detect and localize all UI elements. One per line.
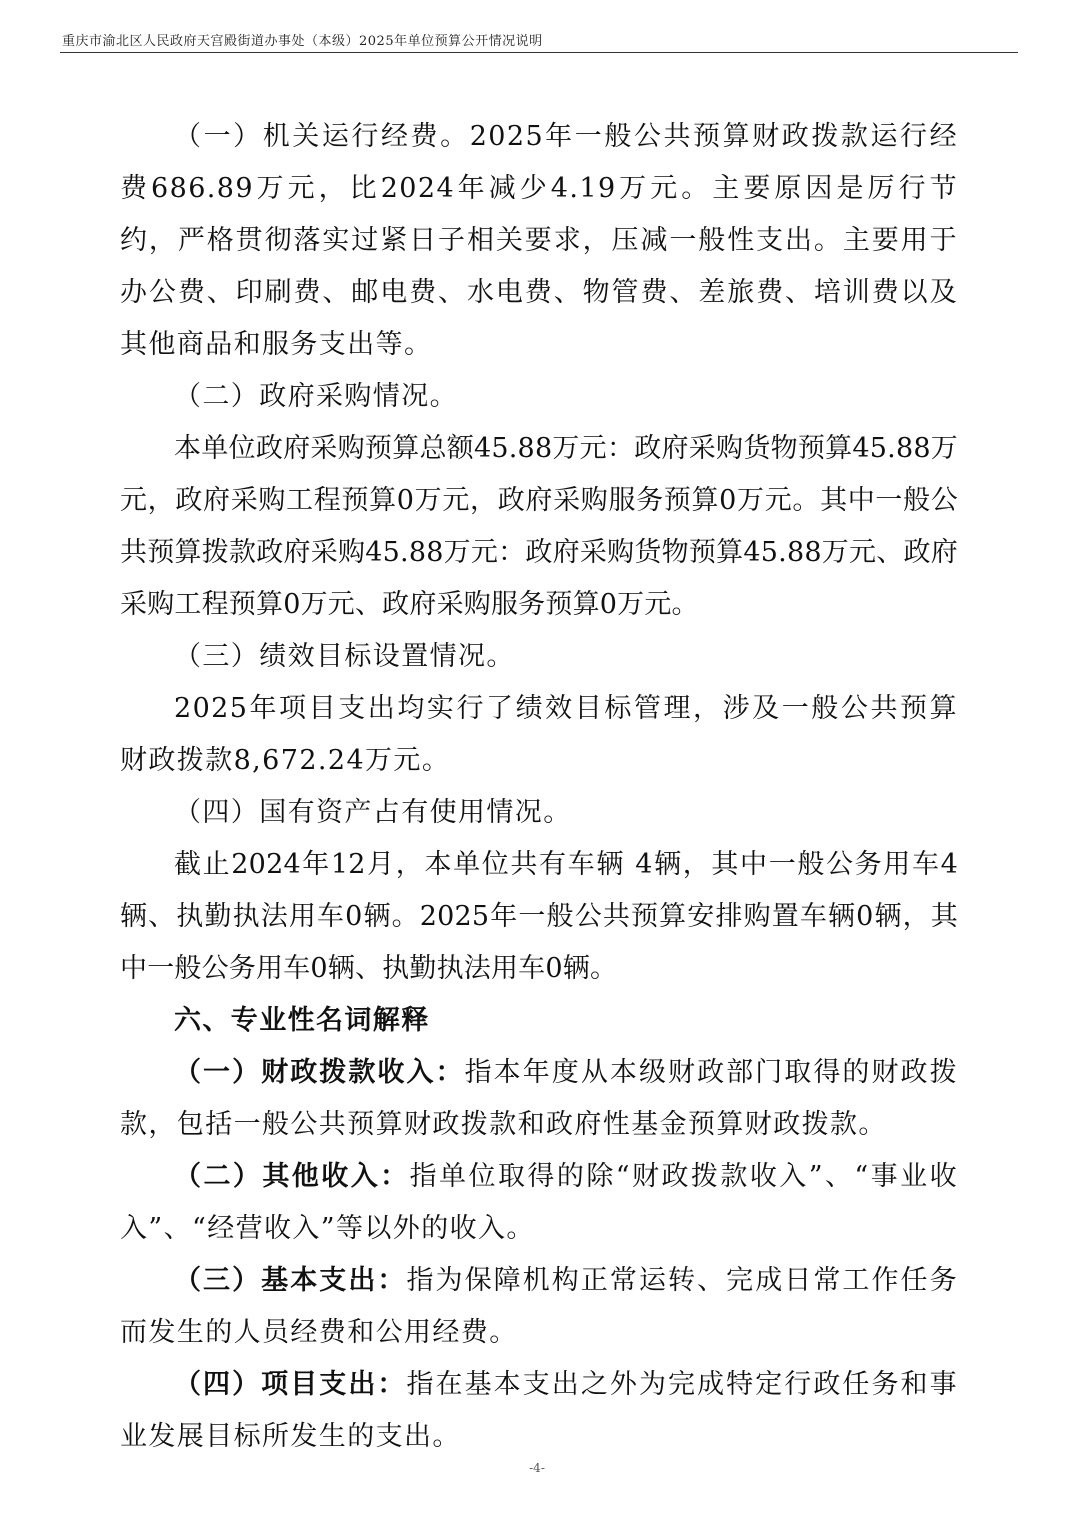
document-body xyxy=(120,111,958,1463)
definition-other-income: 指单位取得的除“财政拨款收入”、“事业收入”、“经营收入”等以外的收入。 xyxy=(120,1161,958,1244)
page-number: -4- xyxy=(529,1461,545,1475)
term-basic-expenditure: （三）基本支出： xyxy=(174,1265,407,1296)
term-project-expenditure: （四）项目支出： xyxy=(174,1369,407,1400)
term-other-income: （二）其他收入： xyxy=(174,1161,410,1192)
definition-basic-expenditure: 指为保障机构正常运转、完成日常工作任务而发生的人员经费和公用经费。 xyxy=(120,1265,958,1348)
paragraph-operating-expenses xyxy=(120,111,958,371)
section-title-glossary: 六、专业性名词解释 xyxy=(174,1005,430,1036)
definition-project-expenditure: 指在基本支出之外为完成特定行政任务和事业发展目标所发生的支出。 xyxy=(120,1369,958,1452)
paragraph-state-assets: 截止2024年12月，本单位共有车辆 4辆，其中一般公务用车4辆、执勤执法用车0辆。2025年一般公共预算安排购置车辆0辆，其中一般公务用车0辆、执勤执法用车0辆。 xyxy=(120,849,958,984)
paragraph-term-other-income xyxy=(120,1151,958,1255)
heading-government-procurement: （二）政府采购情况。 xyxy=(174,381,458,412)
heading-state-assets: （四）国有资产占有使用情况。 xyxy=(174,797,572,828)
heading-performance-goals: （三）绩效目标设置情况。 xyxy=(174,641,515,672)
paragraph-term-basic-expenditure xyxy=(120,1255,958,1359)
header-divider xyxy=(60,52,1018,53)
page-header-title: 重庆市渝北区人民政府天宫殿街道办事处（本级）2025年单位预算公开情况说明 xyxy=(62,34,543,49)
text-operating-expenses: 2025年一般公共预算财政拨款运行经费686.89万元，比2024年减少4.19万元。主要原因是厉行节约，严格贯彻落实过紧日子相关要求，压减一般性支出。主要用于办公费、印刷费、邮电费、水电费、物管费、差旅费、培训费以及其他商品和服务支出等。 xyxy=(120,121,958,360)
definition-fiscal-appropriation: 指本年度从本级财政部门取得的财政拨款，包括一般公共预算财政拨款和政府性基金预算财政拨款。 xyxy=(120,1057,959,1140)
paragraph-term-project-expenditure xyxy=(120,1359,958,1463)
paragraph-performance-goals: 2025年项目支出均实行了绩效目标管理，涉及一般公共预算财政拨款8,672.24万元。 xyxy=(120,693,958,776)
paragraph-government-procurement: 本单位政府采购预算总额45.88万元：政府采购货物预算45.88万元，政府采购工程预算0万元，政府采购服务预算0万元。其中一般公共预算拨款政府采购45.88万元：政府采购货物预算45.88万元、政府采购工程预算0万元、政府采购服务预算0万元。 xyxy=(120,433,958,620)
term-fiscal-appropriation: （一）财政拨款收入： xyxy=(174,1057,465,1088)
paragraph-term-fiscal-appropriation xyxy=(120,1047,958,1151)
heading-operating-expenses: （一）机关运行经费。 xyxy=(174,121,470,152)
